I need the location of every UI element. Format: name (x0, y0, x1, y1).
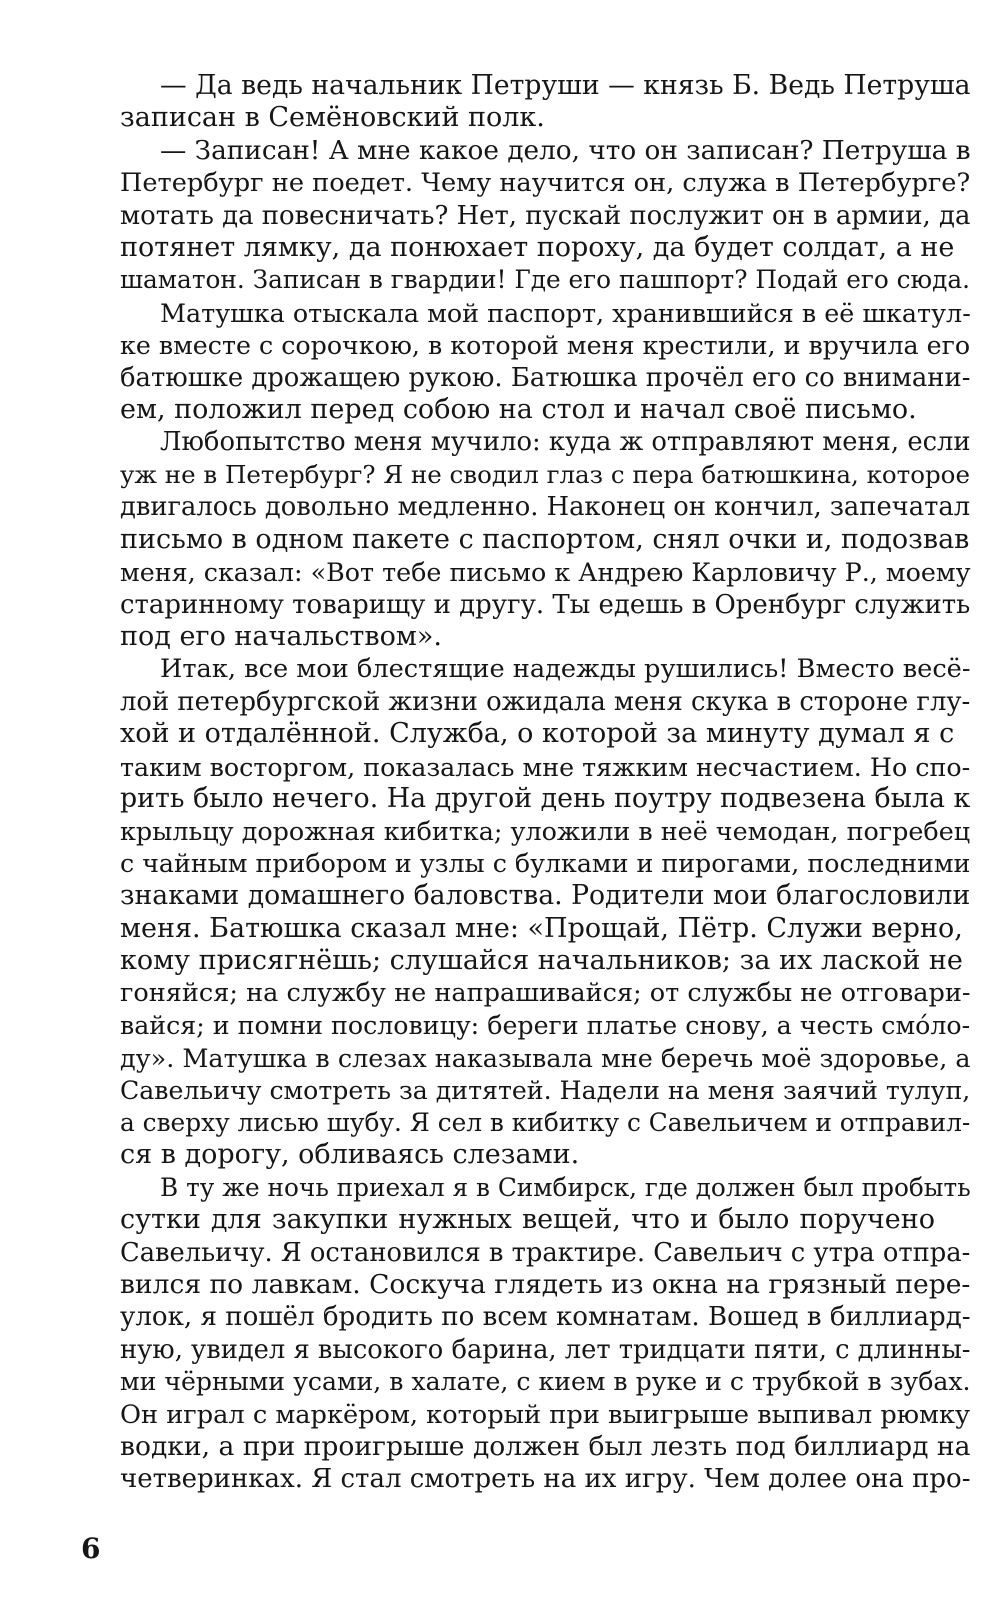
text-line: сутки для закупки нужных вещей, что и было поручено (120, 1204, 935, 1236)
text-line: рить было нечего. На другой день поутру подвезена была к (120, 782, 971, 814)
text-line: Петербург не поедет. Чему научится он, служа в Петербурге? (120, 168, 971, 199)
text-line: Любопытство меня мучило: куда ж отправляют меня, если (160, 427, 971, 458)
text-line: водки, а при проигрыше должен был лезть под биллиард на (120, 1431, 971, 1463)
text-line: под его начальством». (120, 620, 442, 652)
text-line: меня, сказал: «Вот тебе письмо к Андрею Карловичу Р., моему (120, 557, 971, 588)
text-line: ду». Матушка в слезах наказывала мне беречь моё здоровье, а (120, 1043, 971, 1074)
text-line: ми чёрными усами, в халате, с кием в руке и с трубкой в зубах. (120, 1367, 971, 1397)
text-line: хой и отдалённой. Служба, о которой за минуту думал я с (120, 718, 955, 750)
text-line: таким восторгом, показалась мне тяжким несчастием. Но спо- (120, 751, 971, 782)
text-line: вился по лавкам. Соскуча глядеть из окна на грязный пере- (120, 1269, 971, 1301)
text-line: мотать да повесничать? Нет, пускай послужит он в армии, да (120, 200, 971, 231)
paragraph (80, 426, 971, 653)
text-line: Савельичу смотреть за дитятей. Надели на меня заячий тулуп, (120, 1075, 971, 1105)
text-line: Итак, все мои блестящие надежды рушились! Вместо весё- (160, 654, 971, 685)
text-line: ем, положил перед собою на стол и начал своё письмо. (120, 394, 917, 426)
text-line: Он играл с маркёром, который при выигрыше выпивал рюмку (120, 1399, 971, 1430)
text-line: крыльцу дорожная кибитка; уложили в неё чемодан, погребец (120, 816, 971, 847)
page-body (80, 70, 971, 1496)
text-line: письмо в одном пакете с паспортом, снял очки и, подозвав (120, 523, 970, 555)
text-line: двигалось довольно медленно. Наконец он кончил, запечатал (120, 492, 971, 523)
text-line: записан в Семёновский полк. (120, 102, 545, 134)
text-line: Матушка отыскала мой паспорт, хранившийся в её шкатул- (160, 297, 971, 328)
text-line: потянет лямку, да понюхает пороху, да будет солдат, а не (120, 232, 955, 264)
text-line: уж не в Петербург? Я не сводил глаз с пера батюшкина, которое (120, 459, 970, 489)
text-line: — Записан! А мне какое дело, что он записан? Петруша в (160, 135, 971, 166)
text-line: — Да ведь начальник Петруши — князь Б. Ведь Петруша (160, 70, 971, 101)
text-line: В ту же ночь приехал я в Симбирск, где должен был пробыть (160, 1172, 971, 1202)
text-line: вайся; и помни пословицу: береги платье снову, а честь смо́ло- (120, 1010, 971, 1040)
paragraph (80, 297, 971, 427)
text-line: ке вместе с сорочкою, в которой меня крестили, и вручила его (120, 330, 971, 361)
paragraph (80, 1172, 971, 1496)
text-line: гоняйся; на службу не напрашивайся; от службы не отговари- (120, 978, 971, 1009)
text-line: улок, я пошёл бродить по всем комнатам. Вошед в биллиард- (120, 1302, 971, 1333)
paragraph (80, 70, 971, 135)
text-line: шаматон. Записан в гвардии! Где его пашпорт? Подай его сюда. (120, 265, 970, 295)
text-line: старинному товарищу и другу. Ты едешь в Оренбург служить (120, 589, 971, 620)
text-line: ную, увидел я высокого барина, лет тридцати пяти, с длинны- (120, 1334, 971, 1365)
text-line: четверинках. Я стал смотреть на их игру. Чем долее она про- (120, 1464, 971, 1495)
text-line: ся в дорогу, обливаясь слезами. (120, 1139, 580, 1171)
text-line: батюшке дрожащею рукою. Батюшка прочёл его со внимани- (120, 362, 971, 393)
text-line: с чайным прибором и узлы с булками и пирогами, последними (120, 848, 971, 878)
page-number: 6 (81, 1532, 101, 1565)
text-line: лой петербургской жизни ожидала меня скука в стороне глу- (120, 686, 971, 717)
text-line: знаками домашнего баловства. Родители мои благословили (120, 880, 971, 912)
text-line: а сверху лисью шубу. Я сел в кибитку с Савельичем и отправил- (120, 1108, 971, 1137)
text-line: кому присягнёшь; слушайся начальников; за их лаской не (120, 944, 963, 976)
text-line: меня. Батюшка сказал мне: «Прощай, Пётр. Служи верно, (120, 912, 963, 944)
text-line: Савельичу. Я остановился в трактире. Савельич с утра отпра- (120, 1237, 971, 1268)
paragraph (80, 653, 971, 1172)
paragraph (80, 135, 971, 297)
